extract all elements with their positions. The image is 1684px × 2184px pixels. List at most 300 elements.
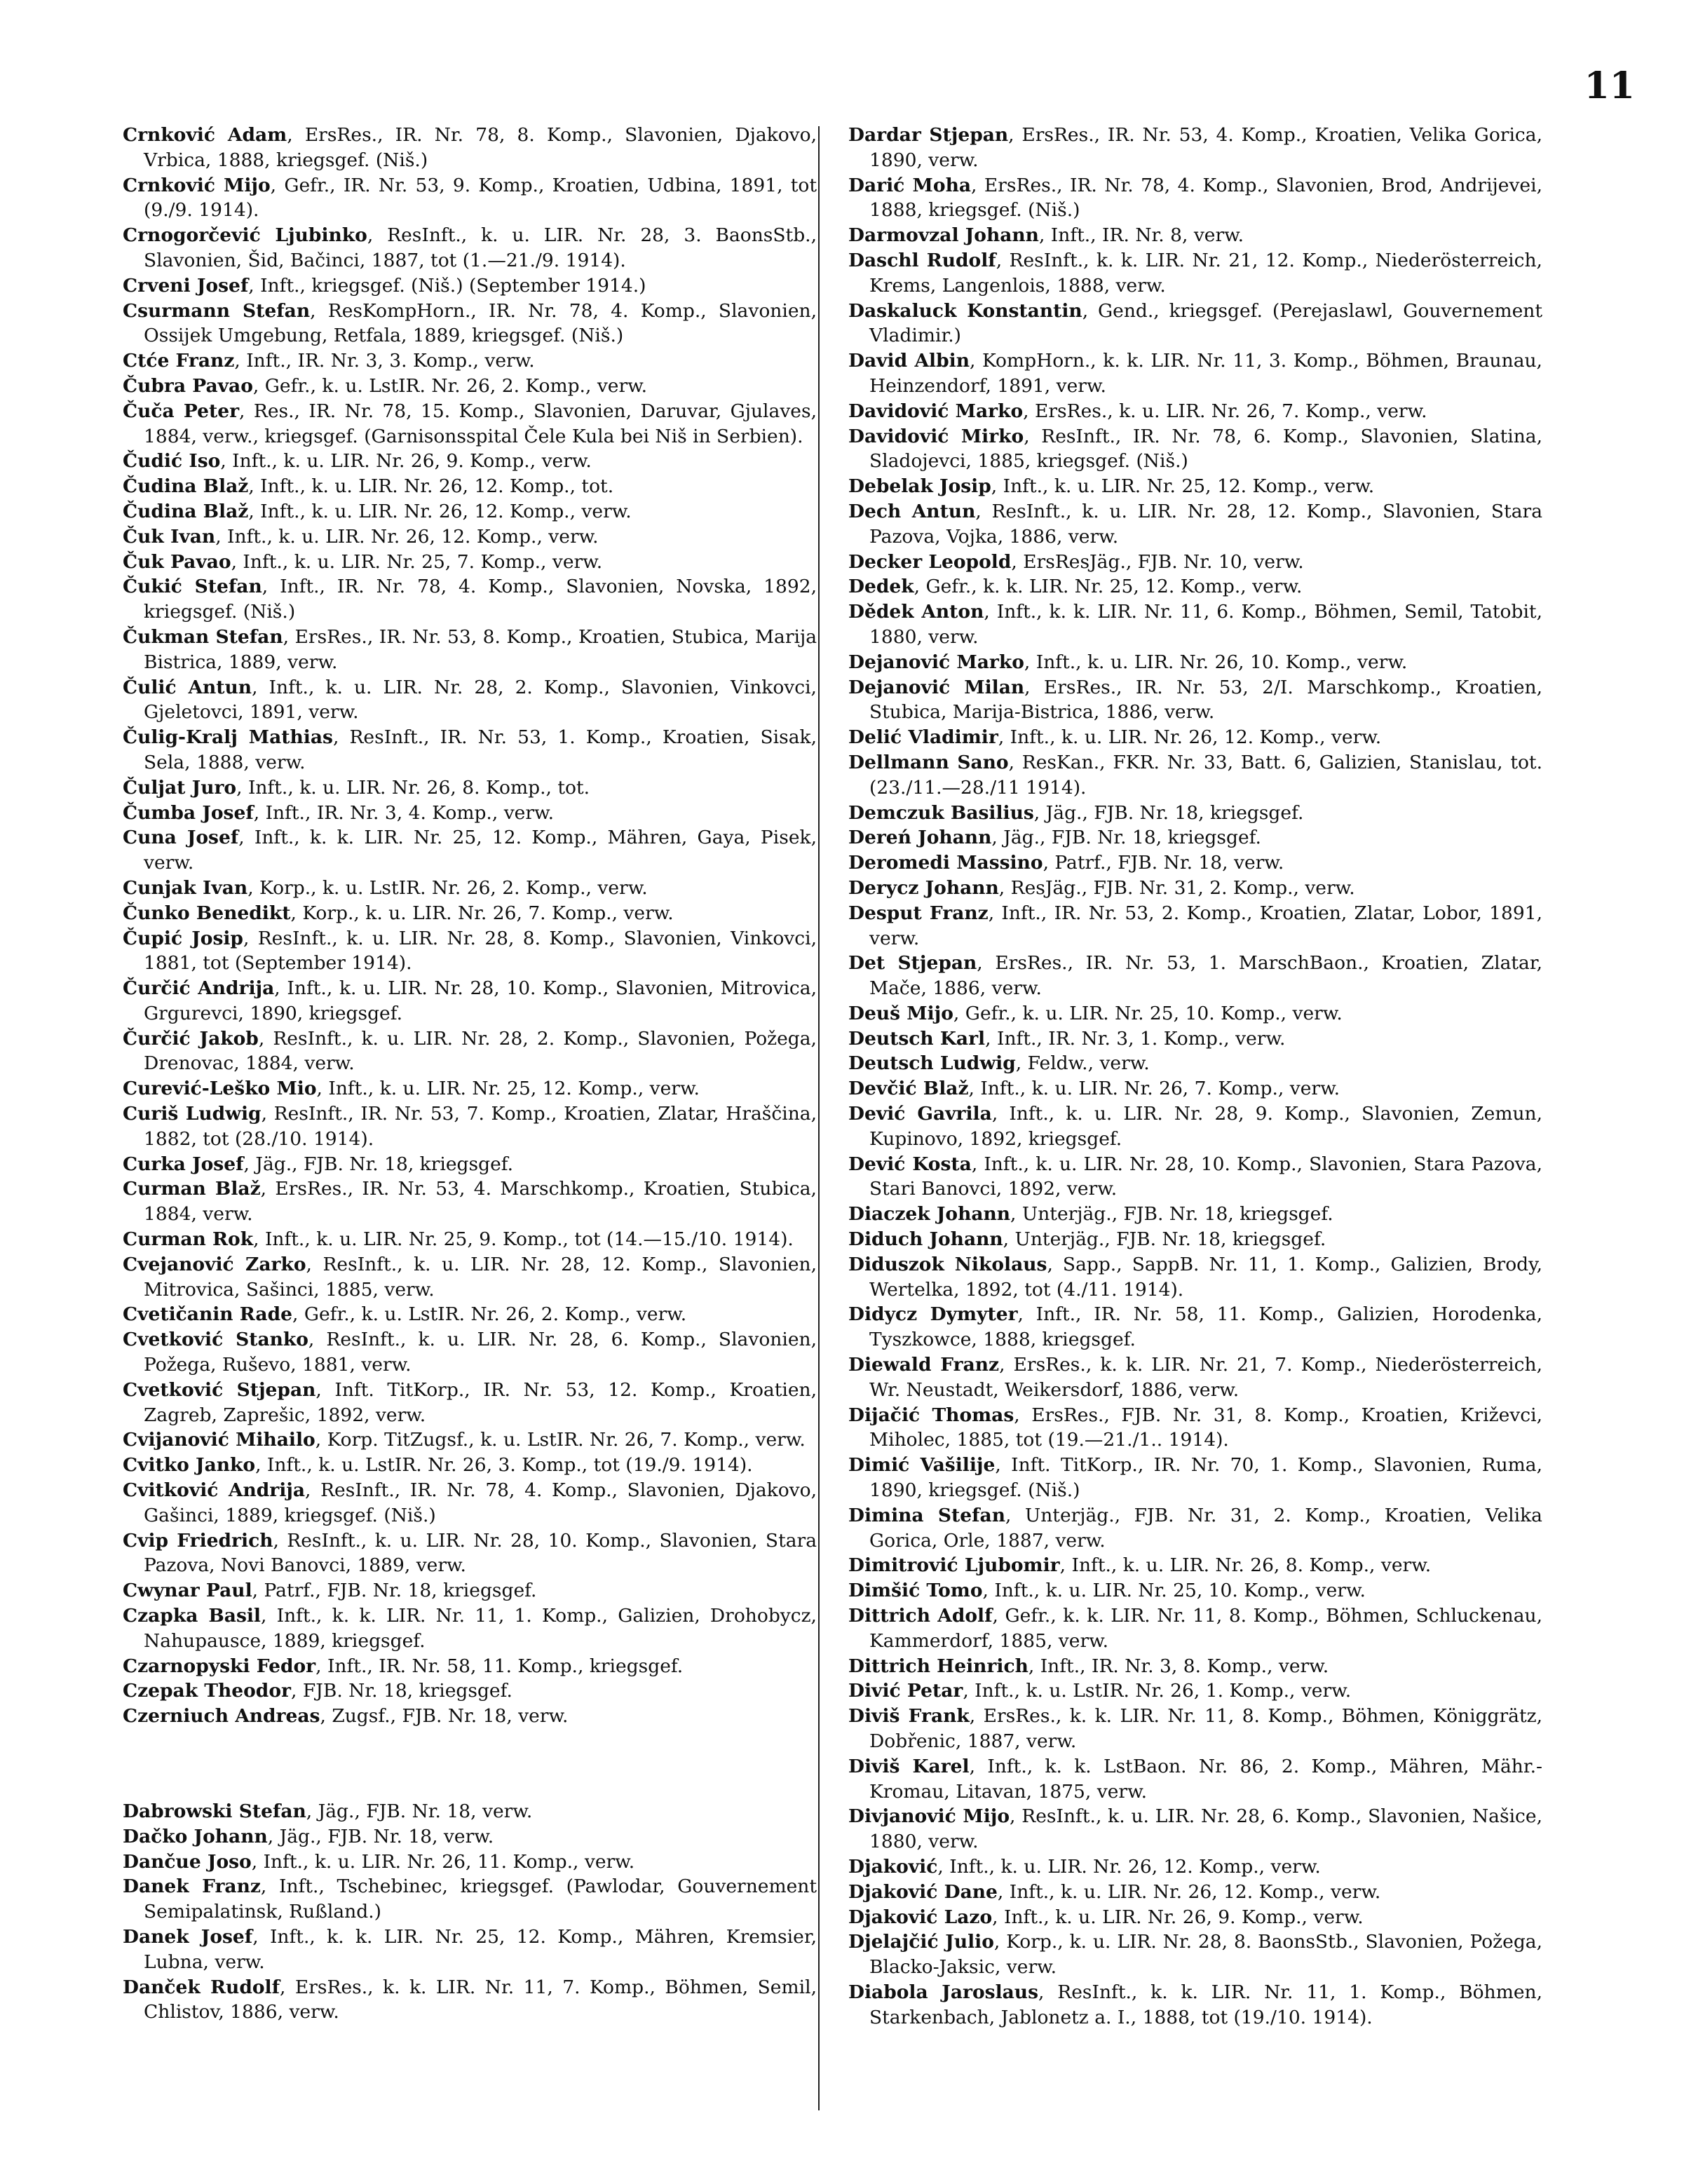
entry-details: , ResInft., k. u. LIR. Nr. 28, 8. Komp., Slavonien, Vinkovci, 1881, tot (September 1914). <box>144 927 817 975</box>
entry-details: , Korp., k. u. LstIR. Nr. 26, 2. Komp., verw. <box>247 876 648 899</box>
entry-details: , ResInft., IR. Nr. 53, 7. Komp., Kroatien, Zlatar, Hraščina, 1882, tot (28./10. 1914). <box>144 1103 817 1150</box>
entry-name: Čuljat Juro <box>123 776 237 799</box>
entry-name: Čubra Pavao <box>123 374 253 397</box>
entry-name: Divić Petar <box>848 1680 963 1702</box>
entry-details: , Inft., IR. Nr. 3, 8. Komp., verw. <box>1028 1655 1329 1677</box>
entry-name: Cvetković Stjepan <box>123 1378 316 1401</box>
list-entry <box>848 1202 1542 1227</box>
entry-details: , ErsRes., IR. Nr. 53, 1. MarschBaon., Kroatien, Zlatar, Mače, 1886, verw. <box>869 952 1542 1000</box>
entry-details: , Jäg., FJB. Nr. 18, verw. <box>267 1825 494 1847</box>
list-entry <box>123 550 817 575</box>
right-column <box>848 123 1542 2030</box>
entry-name: Deromedi Massino <box>848 852 1043 874</box>
list-entry <box>123 1302 817 1327</box>
list-entry <box>848 1929 1542 1980</box>
list-entry <box>123 1975 817 2026</box>
entry-details: , Inft., k. u. LIR. Nr. 28, 10. Komp., Slavonien, Stara Pazova, Stari Banovci, 1892, verw. <box>869 1153 1542 1200</box>
entry-name: Cvip Friedrich <box>123 1529 273 1552</box>
list-entry <box>848 348 1542 399</box>
entry-details: , Inft., k. u. LIR. Nr. 26, 10. Komp., verw. <box>1024 651 1408 673</box>
entry-details: , ResInft., k. k. LIR. Nr. 11, 1. Komp., Böhmen, Starkenbach, Jablonetz a. I., 1888, tot (19./10. 1914). <box>869 1981 1542 2028</box>
list-entry <box>123 725 817 775</box>
list-entry <box>123 1578 817 1603</box>
entry-details: , Inft., k. u. LIR. Nr. 26, 12. Komp., tot. <box>248 475 614 498</box>
list-entry <box>123 524 817 550</box>
entry-name: Djaković Lazo <box>848 1906 993 1928</box>
list-entry <box>848 474 1542 499</box>
entry-details: , ResInft., k. u. LIR. Nr. 28, 12. Komp., Slavonien, Mitrovica, Sašinci, 1885, verw. <box>144 1253 817 1301</box>
entry-name: Desput Franz <box>848 902 989 924</box>
entry-details: , Inft., k. k. LIR. Nr. 11, 1. Komp., Galizien, Drohobycz, Nahupausce, 1889, kriegsgef. <box>144 1605 817 1652</box>
list-entry <box>123 1678 817 1704</box>
entry-details: , Inft., k. u. LIR. Nr. 28, 9. Komp., Slavonien, Zemun, Kupinovo, 1892, kriegsgef. <box>869 1103 1542 1150</box>
list-entry <box>848 1227 1542 1252</box>
entry-name: Dellmann Sano <box>848 751 1009 773</box>
list-entry <box>848 173 1542 224</box>
list-entry <box>123 801 817 826</box>
entry-details: , Gefr., k. u. LstIR. Nr. 26, 2. Komp., verw. <box>252 374 648 397</box>
entry-details: , Inft., k. u. LIR. Nr. 26, 12. Komp., verw. <box>998 726 1382 749</box>
entry-name: Čuk Pavao <box>123 550 231 573</box>
entry-details: , ErsRes., IR. Nr. 53, 4. Komp., Kroatien, Velika Gorica, 1890, verw. <box>869 124 1542 171</box>
entry-details: , ErsRes., k. k. LIR. Nr. 11, 8. Komp., Böhmen, Königgrätz, Dobřenic, 1887, verw. <box>869 1705 1543 1752</box>
entry-details: , ErsRes., k. k. LIR. Nr. 21, 7. Komp., Niederösterreich, Wr. Neustadt, Weikersdorf, 1886, verw. <box>869 1354 1542 1401</box>
entry-details: , Inft., IR. Nr. 53, 2. Komp., Kroatien, Zlatar, Lobor, 1891, verw. <box>869 902 1542 949</box>
entry-details: , ErsRes., IR. Nr. 78, 8. Komp., Slavonien, Djakovo, Vrbica, 1888, kriegsgef. (Niš.) <box>144 124 817 171</box>
list-entry <box>123 1654 817 1679</box>
list-entry <box>848 801 1542 826</box>
list-entry <box>848 1980 1542 2030</box>
entry-name: Čuča Peter <box>123 400 240 422</box>
entry-details: , ResInft., k. u. LIR. Nr. 28, 10. Komp., Slavonien, Stara Pazova, Novi Banovci, 1889, verw. <box>144 1529 817 1577</box>
entry-name: Danek Josef <box>123 1925 253 1948</box>
entry-details: , Inft., k. k. LstBaon. Nr. 86, 2. Komp., Mähren, Mähr.-Kromau, Litavan, 1875, verw. <box>869 1755 1543 1803</box>
entry-name: Decker Leopold <box>848 550 1012 573</box>
entry-details: , Inft., k. k. LIR. Nr. 25, 12. Komp., Mähren, Gaya, Pisek, verw. <box>144 827 817 874</box>
list-entry <box>123 1378 817 1428</box>
entry-details: , Jäg., FJB. Nr. 18, kriegsgef. <box>991 827 1261 849</box>
entry-details: , Gefr., k. k. LIR. Nr. 25, 12. Komp., verw. <box>914 576 1303 598</box>
entry-details: , Inft., k. u. LIR. Nr. 25, 10. Komp., verw. <box>982 1580 1366 1602</box>
entry-name: Diviš Frank <box>848 1705 970 1728</box>
entry-name: Davidović Marko <box>848 400 1024 422</box>
list-entry <box>123 775 817 801</box>
list-entry <box>848 1754 1542 1805</box>
entry-name: Ctće Franz <box>123 350 235 372</box>
entry-name: Dabrowski Stefan <box>123 1800 306 1822</box>
entry-name: Cvitko Janko <box>123 1454 256 1477</box>
list-entry <box>123 123 817 173</box>
list-entry <box>848 825 1542 850</box>
list-entry <box>848 1503 1542 1554</box>
list-entry <box>848 499 1542 550</box>
entry-details: , Inft., k. u. LIR. Nr. 26, 7. Komp., verw. <box>968 1078 1340 1100</box>
entry-details: , Inft., k. u. LIR. Nr. 25, 7. Komp., verw. <box>231 550 603 573</box>
entry-details: , ResInft., k. k. LIR. Nr. 21, 12. Komp., Niederösterreich, Krems, Langenlois, 1888, verw. <box>869 249 1542 297</box>
entry-name: Danček Rudolf <box>123 1976 280 1998</box>
list-entry <box>123 1076 817 1101</box>
list-entry <box>848 1101 1542 1152</box>
entry-name: Crnković Mijo <box>123 174 271 196</box>
list-entry <box>848 1453 1542 1503</box>
entry-details: , Unterjäg., FJB. Nr. 18, kriegsgef. <box>1010 1203 1333 1226</box>
entry-name: Dimšić Tomo <box>848 1580 983 1602</box>
entry-details: , Inft. TitKorp., IR. Nr. 53, 12. Komp., Kroatien, Zagreb, Zaprešic, 1892, verw. <box>144 1378 817 1426</box>
entry-name: Čudina Blaž <box>123 475 249 498</box>
entry-details: , Inft., kriegsgef. (Niš.) (September 1914.) <box>248 274 646 297</box>
list-entry <box>848 223 1542 248</box>
list-entry <box>848 1001 1542 1026</box>
list-entry <box>123 399 817 449</box>
entry-details: , Patrf., FJB. Nr. 18, kriegsgef. <box>252 1580 537 1602</box>
list-entry <box>848 299 1542 349</box>
entry-details: , Jäg., FJB. Nr. 18, kriegsgef. <box>1033 801 1304 824</box>
entry-details: , Inft., k. u. LIR. Nr. 28, 10. Komp., Slavonien, Mitrovica, Grgurevci, 1890, kriegsgef. <box>144 977 817 1024</box>
entry-name: Deuš Mijo <box>848 1002 953 1024</box>
entry-name: Djelajčić Julio <box>848 1931 994 1953</box>
list-entry <box>848 1302 1542 1352</box>
list-entry <box>848 725 1542 750</box>
entry-name: Diduszok Nikolaus <box>848 1253 1047 1275</box>
entry-details: , ResInft., IR. Nr. 78, 6. Komp., Slavonien, Slatina, Sladojevci, 1885, kriegsgef. (Niš.) <box>869 425 1542 473</box>
entry-name: Čudina Blaž <box>123 500 249 522</box>
list-entry <box>123 825 817 876</box>
list-entry <box>848 650 1542 675</box>
list-entry <box>123 1528 817 1579</box>
entry-details: , ErsRes., IR. Nr. 53, 2/I. Marschkomp., Kroatien, Stubica, Marija-Bistrica, 1886, verw. <box>869 676 1542 724</box>
list-entry <box>123 173 817 224</box>
entry-details: , Gefr., k. u. LstIR. Nr. 26, 2. Komp., verw. <box>292 1303 687 1326</box>
list-entry <box>848 1252 1542 1303</box>
list-entry <box>848 1578 1542 1603</box>
entry-name: Čunko Benedikt <box>123 902 291 924</box>
entry-details: , Inft., k. u. LIR. Nr. 26, 8. Komp., verw. <box>1059 1554 1432 1577</box>
list-entry <box>123 625 817 675</box>
list-entry <box>848 1804 1542 1854</box>
entry-name: Čuk Ivan <box>123 525 216 548</box>
entry-name: Dech Antun <box>848 500 976 522</box>
list-entry <box>848 876 1542 901</box>
entry-details: , Inft., IR. Nr. 3, 1. Komp., verw. <box>985 1027 1286 1050</box>
entry-details: , Inft., k. u. LIR. Nr. 26, 9. Komp., verw. <box>992 1906 1364 1928</box>
entry-details: , ResInft., IR. Nr. 53, 1. Komp., Kroatien, Sisak, Sela, 1888, verw. <box>144 726 817 773</box>
entry-details: , Inft., k. u. LIR. Nr. 28, 2. Komp., Slavonien, Vinkovci, Gjeletovci, 1891, verw. <box>144 676 817 724</box>
entry-details: , Korp. TitZugsf., k. u. LstIR. Nr. 26, 7. Komp., verw. <box>315 1429 806 1451</box>
entry-name: Curiš Ludwig <box>123 1103 262 1125</box>
entry-name: Curman Rok <box>123 1228 254 1251</box>
entry-name: Čudić Iso <box>123 450 221 473</box>
entry-name: Čurčić Jakob <box>123 1027 259 1050</box>
entry-details: , ResInft., k. u. LIR. Nr. 28, 6. Komp., Slavonien, Požega, Ruševo, 1881, verw. <box>144 1329 817 1376</box>
entry-details: , Gefr., k. k. LIR. Nr. 11, 8. Komp., Böhmen, Schluckenau, Kammerdorf, 1885, verw. <box>869 1605 1542 1652</box>
entry-name: Divjanović Mijo <box>848 1805 1010 1828</box>
entry-name: Dědek Anton <box>848 601 984 623</box>
entry-details: , KompHorn., k. k. LIR. Nr. 11, 3. Komp., Böhmen, Braunau, Heinzendorf, 1891, verw. <box>869 350 1542 397</box>
entry-name: Czarnopyski Fedor <box>123 1655 316 1677</box>
list-entry <box>123 1603 817 1654</box>
entry-details: , Korp., k. u. LIR. Nr. 26, 7. Komp., verw. <box>290 902 674 924</box>
entry-name: Diviš Karel <box>848 1755 970 1777</box>
list-entry <box>848 1403 1542 1453</box>
list-entry <box>848 1905 1542 1930</box>
entry-name: Diewald Franz <box>848 1354 1000 1376</box>
entry-details: , Inft. TitKorp., IR. Nr. 70, 1. Komp., Slavonien, Ruma, 1890, kriegsgef. (Niš.) <box>869 1454 1542 1502</box>
entry-name: Dejanović Milan <box>848 676 1025 698</box>
list-entry <box>848 1352 1542 1403</box>
list-entry <box>123 348 817 374</box>
entry-details: , Inft., k. u. LIR. Nr. 26, 11. Komp., verw. <box>251 1850 635 1873</box>
list-entry <box>848 1603 1542 1654</box>
entry-details: , Inft., k. u. LstIR. Nr. 26, 3. Komp., tot (19./9. 1914). <box>255 1454 753 1477</box>
entry-name: Cvejanović Zarko <box>123 1253 306 1275</box>
left-column <box>123 123 817 2025</box>
entry-details: , Inft., k. u. LIR. Nr. 26, 12. Komp., verw. <box>997 1880 1381 1903</box>
list-entry <box>123 273 817 299</box>
entry-details: , ErsRes., IR. Nr. 53, 8. Komp., Kroatien, Stubica, Marija Bistrica, 1889, verw. <box>144 625 817 673</box>
list-entry <box>848 248 1542 299</box>
list-entry <box>123 1252 817 1303</box>
entry-name: Diaczek Johann <box>848 1203 1011 1226</box>
entry-details: , Inft., IR. Nr. 3, 3. Komp., verw. <box>234 350 535 372</box>
entry-name: Delić Vladimir <box>848 726 998 749</box>
entry-name: Devčić Blaž <box>848 1078 969 1100</box>
entry-name: Cvetković Stanko <box>123 1329 308 1351</box>
list-entry <box>123 675 817 726</box>
entry-name: Dittrich Adolf <box>848 1605 993 1627</box>
entry-name: Djaković Dane <box>848 1880 998 1903</box>
entry-name: Cuna Josef <box>123 827 239 849</box>
list-entry <box>848 574 1542 599</box>
list-entry <box>123 1101 817 1152</box>
entry-name: Czapka Basil <box>123 1605 261 1627</box>
entry-name: Djaković <box>848 1855 938 1878</box>
entry-details: , Sapp., SappB. Nr. 11, 1. Komp., Galizien, Brody, Wertelka, 1892, tot (4./11. 1914). <box>869 1253 1542 1301</box>
entry-details: , Inft., k. k. LIR. Nr. 11, 6. Komp., Böhmen, Semil, Tatobit, 1880, verw. <box>869 601 1543 648</box>
entry-name: Derycz Johann <box>848 876 999 899</box>
entry-details: , Korp., k. u. LIR. Nr. 28, 8. BaonsStb., Slavonien, Požega, Blacko-Jaksic, verw. <box>869 1931 1543 1979</box>
list-entry <box>848 1051 1542 1076</box>
entry-details: , Inft., k. u. LIR. Nr. 26, 9. Komp., verw. <box>220 450 592 473</box>
entry-name: Čupić Josip <box>123 927 243 949</box>
entry-name: Crnković Adam <box>123 124 287 146</box>
page-number: 11 <box>1584 65 1635 107</box>
entry-details: , Inft., IR. Nr. 58, 11. Komp., kriegsgef. <box>315 1655 684 1677</box>
entry-name: Dević Gavrila <box>848 1103 992 1125</box>
list-entry <box>123 449 817 474</box>
entry-details: , Zugsf., FJB. Nr. 18, verw. <box>320 1705 569 1728</box>
entry-name: Deutsch Karl <box>848 1027 986 1050</box>
list-entry <box>123 223 817 273</box>
entry-details: , ResKompHorn., IR. Nr. 78, 4. Komp., Slavonien, Ossijek Umgebung, Retfala, 1889, kriegsgef. (Niš.) <box>144 299 817 347</box>
list-entry <box>123 1799 817 1824</box>
list-entry <box>123 1478 817 1528</box>
entry-name: Curka Josef <box>123 1153 244 1175</box>
list-entry <box>123 1152 817 1177</box>
entry-details: , ErsRes., IR. Nr. 78, 4. Komp., Slavonien, Brod, Andrijevei, 1888, kriegsgef. (Niš.) <box>869 174 1542 222</box>
entry-details: , Res., IR. Nr. 78, 15. Komp., Slavonien, Daruvar, Gjulaves, 1884, verw., kriegsgef. (Garnisonsspital Čele Kula bei Niš in Serbien). <box>144 400 817 447</box>
list-entry <box>848 399 1542 424</box>
list-entry <box>123 499 817 524</box>
entry-name: Deutsch Ludwig <box>848 1052 1016 1075</box>
entry-details: , Inft., k. k. LIR. Nr. 25, 12. Komp., Mähren, Kremsier, Lubna, verw. <box>144 1925 817 1973</box>
entry-details: , Gefr., IR. Nr. 53, 9. Komp., Kroatien, Udbina, 1891, tot (9./9. 1914). <box>144 174 817 222</box>
entry-name: David Albin <box>848 350 970 372</box>
entry-name: Darić Moha <box>848 174 972 196</box>
entry-name: Dević Kosta <box>848 1153 972 1175</box>
entry-name: Čukman Stefan <box>123 625 283 648</box>
entry-name: Cvitković Andrija <box>123 1479 306 1502</box>
list-entry <box>123 1850 817 1875</box>
entry-details: , ErsRes., k. k. LIR. Nr. 11, 7. Komp., Böhmen, Semil, Chlistov, 1886, verw. <box>144 1976 817 2023</box>
list-entry <box>123 1327 817 1378</box>
entry-details: , Inft., k. u. LIR. Nr. 25, 12. Komp., verw. <box>316 1078 700 1100</box>
entry-details: , ResInft., k. u. LIR. Nr. 28, 3. BaonsStb., Slavonien, Šid, Bačinci, 1887, tot (1.—21./9. 1914). <box>144 224 817 271</box>
entry-name: Cvetičanin Rade <box>123 1303 292 1326</box>
list-entry <box>848 675 1542 726</box>
entry-name: Čurčić Andrija <box>123 977 275 1000</box>
list-entry <box>848 123 1542 173</box>
list-entry <box>123 1026 817 1077</box>
entry-details: , ResInft., k. u. LIR. Nr. 28, 12. Komp., Slavonien, Stara Pazova, Vojka, 1886, verw. <box>869 500 1542 548</box>
list-entry <box>123 976 817 1026</box>
entry-name: Crveni Josef <box>123 274 249 297</box>
entry-name: Čukić Stefan <box>123 576 262 598</box>
list-entry <box>123 1427 817 1453</box>
entry-name: Dereń Johann <box>848 827 992 849</box>
entry-details: , ResInft., k. u. LIR. Nr. 28, 6. Komp., Slavonien, Našice, 1880, verw. <box>869 1805 1542 1853</box>
entry-details: , ErsRes., IR. Nr. 53, 4. Marschkomp., Kroatien, Stubica, 1884, verw. <box>144 1178 817 1226</box>
list-entry <box>848 1654 1542 1679</box>
entry-name: Dimina Stefan <box>848 1504 1005 1526</box>
entry-name: Dejanović Marko <box>848 651 1024 673</box>
list-entry <box>848 1152 1542 1202</box>
entry-name: Czepak Theodor <box>123 1680 291 1702</box>
entry-name: Cwynar Paul <box>123 1580 252 1602</box>
list-entry <box>123 374 817 399</box>
entry-name: Dančue Joso <box>123 1850 252 1873</box>
column-divider <box>818 126 820 2110</box>
entry-details: , Inft., k. u. LIR. Nr. 25, 9. Komp., tot (14.—15./10. 1914). <box>253 1228 794 1251</box>
entry-details: , Inft., k. u. LIR. Nr. 26, 12. Komp., verw. <box>937 1855 1321 1878</box>
list-entry <box>123 901 817 926</box>
entry-details: , Inft., k. u. LIR. Nr. 26, 12. Komp., verw. <box>215 525 599 548</box>
entry-details: , Inft., k. u. LIR. Nr. 26, 8. Komp., tot. <box>236 776 590 799</box>
entry-name: Dimić Vašilije <box>848 1454 996 1477</box>
entry-details: , Jäg., FJB. Nr. 18, kriegsgef. <box>243 1153 514 1175</box>
entry-name: Dijačić Thomas <box>848 1404 1014 1426</box>
entry-details: , Unterjäg., FJB. Nr. 18, kriegsgef. <box>1003 1228 1326 1251</box>
list-entry <box>123 1704 817 1729</box>
list-entry <box>848 850 1542 876</box>
list-entry <box>848 1854 1542 1880</box>
entry-name: Dačko Johann <box>123 1825 268 1847</box>
list-entry <box>123 299 817 349</box>
entry-name: Czerniuch Andreas <box>123 1705 320 1728</box>
entry-name: Curman Blaž <box>123 1178 261 1200</box>
entry-details: , Inft., IR. Nr. 3, 4. Komp., verw. <box>253 801 554 824</box>
entry-name: Csurmann Stefan <box>123 299 311 322</box>
entry-name: Daschl Rudolf <box>848 249 996 271</box>
list-entry <box>848 1704 1542 1754</box>
list-entry <box>123 1453 817 1478</box>
entry-details: , ErsResJäg., FJB. Nr. 10, verw. <box>1011 550 1304 573</box>
entry-name: Dimitrović Ljubomir <box>848 1554 1060 1577</box>
entry-details: , Inft., IR. Nr. 58, 11. Komp., Galizien, Horodenka, Tyszkowce, 1888, kriegsgef. <box>869 1303 1542 1351</box>
list-entry <box>123 1874 817 1925</box>
list-entry <box>848 1880 1542 1905</box>
entry-name: Dedek <box>848 576 914 598</box>
entry-name: Diduch Johann <box>848 1228 1003 1251</box>
entry-name: Davidović Mirko <box>848 425 1024 447</box>
entry-details: , Jäg., FJB. Nr. 18, verw. <box>306 1800 533 1822</box>
list-entry <box>848 1678 1542 1704</box>
list-entry <box>123 1925 817 1975</box>
entry-details: , ErsRes., k. u. LIR. Nr. 26, 7. Komp., verw. <box>1023 400 1427 422</box>
entry-details: , Feldw., verw. <box>1015 1052 1150 1075</box>
list-entry <box>123 1176 817 1227</box>
entry-details: , FJB. Nr. 18, kriegsgef. <box>290 1680 512 1702</box>
entry-details: , Inft., k. u. LIR. Nr. 25, 12. Komp., verw. <box>991 475 1375 498</box>
entry-name: Darmovzal Johann <box>848 224 1039 247</box>
entry-name: Cunjak Ivan <box>123 876 248 899</box>
list-entry <box>848 951 1542 1001</box>
entry-details: , Unterjäg., FJB. Nr. 31, 2. Komp., Kroatien, Velika Gorica, Orle, 1887, verw. <box>869 1504 1542 1552</box>
entry-details: , Inft., k. u. LstIR. Nr. 26, 1. Komp., verw. <box>963 1680 1352 1702</box>
list-entry <box>848 1076 1542 1101</box>
list-entry <box>848 424 1542 475</box>
entry-name: Demczuk Basilius <box>848 801 1034 824</box>
entry-details: , ResJäg., FJB. Nr. 31, 2. Komp., verw. <box>998 876 1355 899</box>
entry-details: , Inft., Tschebinec, kriegsgef. (Pawlodar, Gouvernement Semipalatinsk, Rußland.) <box>144 1876 817 1923</box>
entry-name: Crnogorčević Ljubinko <box>123 224 367 247</box>
entry-details: , ResInft., IR. Nr. 78, 4. Komp., Slavonien, Djakovo, Gašinci, 1889, kriegsgef. (Niš.) <box>144 1479 817 1526</box>
entry-details: , ResKan., FKR. Nr. 33, Batt. 6, Galizien, Stanislau, tot. (23./11.—28./11 1914). <box>869 751 1542 799</box>
entry-details: , Patrf., FJB. Nr. 18, verw. <box>1043 852 1284 874</box>
entry-name: Danek Franz <box>123 1876 261 1898</box>
list-entry <box>848 599 1542 650</box>
entry-details: , Inft., IR. Nr. 8, verw. <box>1038 224 1244 247</box>
entry-name: Diabola Jaroslaus <box>848 1981 1038 2003</box>
entry-details: , Inft., IR. Nr. 78, 4. Komp., Slavonien, Novska, 1892, kriegsgef. (Niš.) <box>144 576 817 623</box>
entry-name: Cvijanović Mihailo <box>123 1429 315 1451</box>
list-entry <box>123 474 817 499</box>
list-entry <box>848 750 1542 801</box>
list-entry <box>123 1227 817 1252</box>
entry-name: Det Stjepan <box>848 952 977 975</box>
list-entry <box>848 550 1542 575</box>
entry-name: Dittrich Heinrich <box>848 1655 1028 1677</box>
entry-name: Čulig-Kralj Mathias <box>123 726 333 749</box>
entry-details: , Inft., k. u. LIR. Nr. 26, 12. Komp., verw. <box>248 500 632 522</box>
entry-name: Didycz Dymyter <box>848 1303 1018 1326</box>
entry-name: Čumba Josef <box>123 801 254 824</box>
entry-details: , ResInft., k. u. LIR. Nr. 28, 2. Komp., Slavonien, Požega, Drenovac, 1884, verw. <box>144 1027 817 1075</box>
entry-details: , ErsRes., FJB. Nr. 31, 8. Komp., Kroatien, Križevci, Miholec, 1885, tot (19.—21./1.. 1914). <box>869 1404 1543 1451</box>
list-entry <box>848 901 1542 951</box>
list-entry <box>123 574 817 625</box>
list-entry <box>123 1824 817 1850</box>
entry-details: , Gend., kriegsgef. (Perejaslawl, Gouvernement Vladimir.) <box>869 299 1542 347</box>
entry-name: Dardar Stjepan <box>848 124 1009 146</box>
list-entry <box>123 926 817 977</box>
entry-name: Debelak Josip <box>848 475 991 498</box>
list-entry <box>848 1026 1542 1052</box>
entry-name: Čulić Antun <box>123 676 252 698</box>
list-entry <box>123 876 817 901</box>
entry-name: Daskaluck Konstantin <box>848 299 1082 322</box>
list-entry <box>848 1553 1542 1578</box>
entry-details: , Gefr., k. u. LIR. Nr. 25, 10. Komp., verw. <box>953 1002 1343 1024</box>
